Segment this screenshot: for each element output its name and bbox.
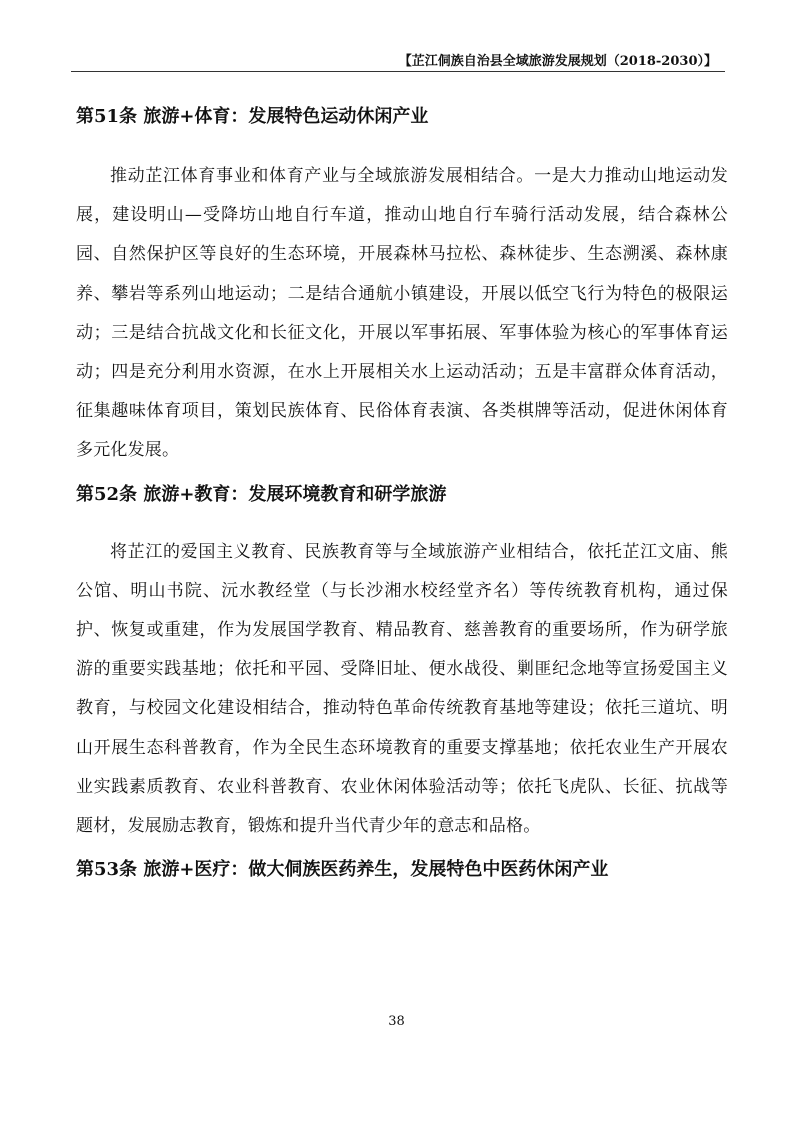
page-number: 38 xyxy=(388,1014,405,1029)
article-53-heading: 第53条 旅游+医疗：做大侗族医药养生，发展特色中医药休闲产业 xyxy=(76,859,609,881)
header-divider xyxy=(71,71,725,72)
running-header: 【芷江侗族自治县全域旅游发展规划（2018-2030）】 xyxy=(398,54,717,69)
article-51-body: 推动芷江体育事业和体育产业与全域旅游发展相结合。一是大力推动山地运动发展，建设明山—受降坊山地自行车道，推动山地自行车骑行活动发展，结合森林公园、自然保护区等良好的生态环境，开展森林马拉松、森林徒步、生态溯溪、森林康养、攀岩等系列山地运动；二是结合通航小镇建设，开展以低空飞行为特色的极限运动；三是结合抗战文化和长征文化，开展以军事拓展、军事体验为核心的军事体育运动；四是充分利用水资源，在水上开展相关水上运动活动；五是丰富群众体育活动，征集趣味体育项目，策划民族体育、民俗体育表演、各类棋牌等活动，促进休闲体育多元化发展。 xyxy=(76,166,728,461)
article-52-body: 将芷江的爱国主义教育、民族教育等与全域旅游产业相结合，依托芷江文庙、熊公馆、明山书院、沅水教经堂（与长沙湘水校经堂齐名）等传统教育机构，通过保护、恢复或重建，作为发展国学教育、精品教育、慈善教育的重要场所，作为研学旅游的重要实践基地；依托和平园、受降旧址、便水战役、剿匪纪念地等宣扬爱国主义教育，与校园文化建设相结合，推动特色革命传统教育基地等建设；依托三道坑、明山开展生态科普教育，作为全民生态环境教育的重要支撑基地；依托农业生产开展农业实践素质教育、农业科普教育、农业休闲体验活动等；依托飞虎队、长征、抗战等题材，发展励志教育，锻炼和提升当代青少年的意志和品格。 xyxy=(76,541,728,837)
page-content xyxy=(76,100,728,887)
article-52-heading: 第52条 旅游+教育：发展环境教育和研学旅游 xyxy=(76,483,447,505)
article-51-heading: 第51条 旅游+体育：发展特色运动休闲产业 xyxy=(76,106,429,127)
